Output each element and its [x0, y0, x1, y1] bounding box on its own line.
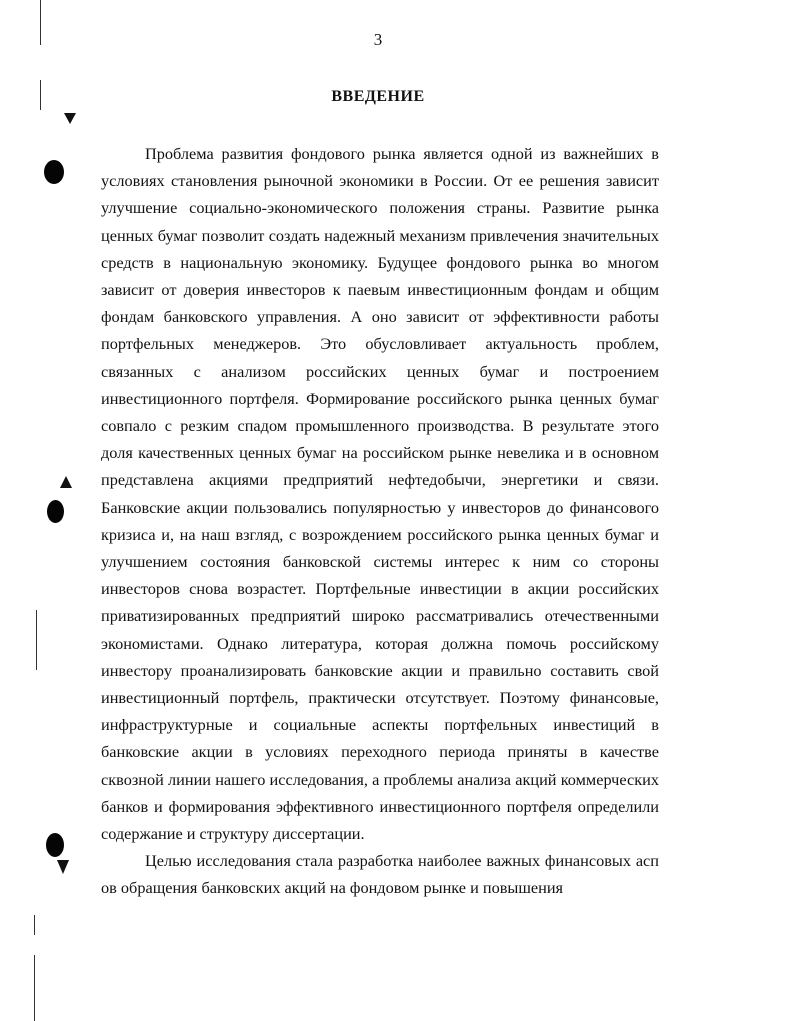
paragraph-intro: Проблема развития фондового рынка является одной из важнейших в условиях становления рыночной экономики в России. От ее решения зависит улучшение социально-экономического положения страны. Развитие рынка ценных бумаг позволит создать надежный механизм привлечения значительных средств в национальную экономику. Будущее фондового рынка во многом зависит от доверия инвесторов к паевым инвестиционным фондам и общим фондам банковского управления. А оно зависит от эффективности работы портфельных менеджеров. Это обусловливает актуальность проблем, связанных с анализом российских ценных бумаг и построением инвестиционного портфеля. Формирование российского рынка ценных бумаг совпало с резким спадом промышленного производства. В результате этого доля качественных ценных бумаг на российском рынке невелика и в основном представлена акциями предприятий нефтедобычи, энергетики и связи. Банковские акции пользовались популярностью у инвесторов до финансового кризиса и, на наш взгляд, с возрождением российского рынка ценных бумаг и улучшением состояния банковской системы интерес к ним со стороны инвесторов снова возрастет. Портфельные инвестиции в акции российских приватизированных предприятий широко рассматривались отечественными экономистами. Однако литература, которая должна помочь российскому инвестору проанализировать банковские акции и правильно составить свой инвестиционный портфель, практически отсутствует. Поэтому финансовые, инфраструктурные и социальные аспекты портфельных инвестиций в банковские акции в условиях переходного периода приняты в качестве сквозной линии нашего исследования, а проблемы анализа акций коммерческих банков и формирования эффективного инвестиционного портфеля определили содержание и структуру диссертации.: [101, 144, 659, 844]
scan-edge-line-bottom: [34, 955, 35, 1021]
punch-mark-arrow-icon: [64, 113, 76, 124]
scan-edge-line-lower: [34, 915, 35, 935]
page-number: 3: [373, 30, 383, 49]
body-text: [101, 140, 659, 902]
section-heading: ВВЕДЕНИЕ: [331, 88, 425, 105]
punch-hole-dot-icon: [44, 160, 64, 184]
punch-mark-arrow-icon: [57, 860, 69, 874]
punch-hole-dot-icon: [47, 500, 64, 523]
scan-edge-line-left: [36, 610, 37, 670]
paragraph-goal: Целью исследования стала разработка наиболее важных финансовых асп ов обращения банковских акций на фондовом рынке и повышения: [101, 851, 659, 898]
punch-mark-arrow-icon: [60, 476, 72, 488]
punch-hole-dot-icon: [46, 833, 64, 857]
